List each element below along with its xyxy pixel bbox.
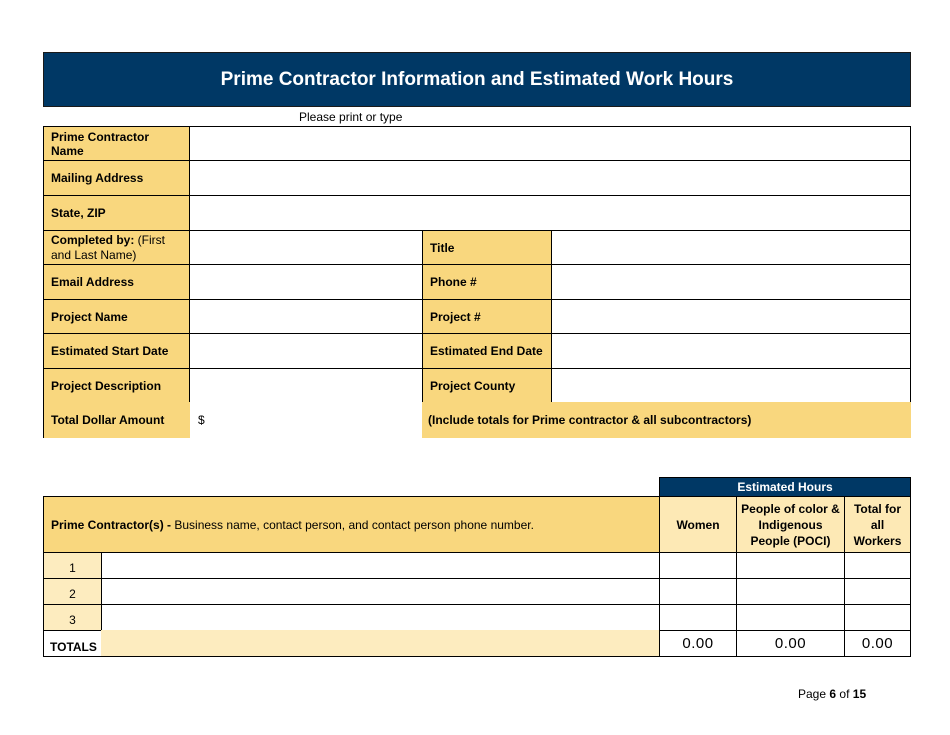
estimated-start-date-input[interactable] (198, 334, 414, 368)
column-women: Women (659, 496, 737, 553)
title-input[interactable] (560, 231, 902, 264)
label-project-name: Project Name (43, 299, 190, 334)
estimated-hours-header: Estimated Hours (659, 477, 911, 497)
mailing-address-input[interactable] (198, 161, 902, 195)
page-number (798, 687, 866, 701)
project-description-input[interactable] (198, 369, 414, 402)
women-hours-cell[interactable] (659, 578, 737, 605)
row-number: 1 (43, 552, 102, 579)
total-dollar-amount-field[interactable] (190, 402, 422, 438)
email-address-field[interactable] (189, 264, 423, 300)
dollar-sign: $ (198, 413, 205, 427)
mailing-address-field[interactable] (189, 160, 911, 196)
estimated-start-date-field[interactable] (189, 333, 423, 369)
label-phone: Phone # (422, 264, 552, 300)
label-estimated-start-date: Estimated Start Date (43, 333, 190, 369)
poci-hours-cell[interactable] (736, 604, 845, 631)
label-project-number: Project # (422, 299, 552, 334)
prime-contractors-header (43, 496, 660, 553)
row-number: 2 (43, 578, 102, 605)
prime-contractors-header-bold: Prime Contractor(s) - (51, 517, 172, 532)
completed-by-field[interactable] (189, 230, 423, 265)
project-name-field[interactable] (189, 299, 423, 334)
project-name-input[interactable] (198, 300, 414, 333)
label-mailing-address: Mailing Address (43, 160, 190, 196)
contractor-cell[interactable] (101, 552, 660, 579)
total-all-workers-hours: 0.00 (844, 630, 911, 657)
phone-field[interactable] (551, 264, 911, 300)
prime-contractors-header-desc: Business name, contact person, and contact person phone number. (171, 517, 534, 532)
poci-hours-cell[interactable] (736, 578, 845, 605)
label-total-dollar-amount: Total Dollar Amount (43, 402, 190, 438)
label-state-zip: State, ZIP (43, 195, 190, 231)
total-women-hours: 0.00 (659, 630, 737, 657)
totals-note: (Include totals for Prime contractor & all subcontractors) (422, 402, 911, 438)
email-address-input[interactable] (198, 265, 414, 299)
project-county-input[interactable] (560, 369, 902, 402)
title-field[interactable] (551, 230, 911, 265)
total-pages: 15 (852, 687, 867, 701)
completed-by-note: (First and Last Name) (51, 232, 165, 262)
total-hours-cell[interactable] (844, 552, 911, 579)
label-completed-by (43, 230, 190, 265)
current-page: 6 (829, 687, 837, 701)
total-poci-hours: 0.00 (736, 630, 845, 657)
page-of: of (839, 687, 850, 701)
page-prefix: Page (798, 687, 827, 701)
total-hours-cell[interactable] (844, 578, 911, 605)
project-county-field[interactable] (551, 368, 911, 403)
totals-label: TOTALS (43, 630, 102, 657)
women-hours-cell[interactable] (659, 604, 737, 631)
project-number-input[interactable] (560, 300, 902, 333)
poci-hours-cell[interactable] (736, 552, 845, 579)
total-hours-cell[interactable] (844, 604, 911, 631)
total-dollar-amount-input[interactable] (211, 402, 414, 438)
project-number-field[interactable] (551, 299, 911, 334)
column-poci: People of color & Indigenous People (POCI) (736, 496, 845, 553)
phone-input[interactable] (560, 265, 902, 299)
label-project-description: Project Description (43, 368, 190, 403)
print-note: Please print or type (299, 110, 403, 124)
completed-by-input[interactable] (198, 231, 414, 264)
estimated-end-date-input[interactable] (560, 334, 902, 368)
prime-contractor-name-field[interactable] (189, 126, 911, 161)
label-estimated-end-date: Estimated End Date (422, 333, 552, 369)
completed-by-bold: Completed by: (51, 232, 135, 247)
women-hours-cell[interactable] (659, 552, 737, 579)
totals-spacer (101, 630, 660, 657)
page-title: Prime Contractor Information and Estimated Work Hours (43, 52, 911, 107)
prime-contractor-name-input[interactable] (198, 127, 902, 160)
state-zip-field[interactable] (189, 195, 911, 231)
project-description-field[interactable] (189, 368, 423, 403)
row-number: 3 (43, 604, 102, 631)
label-prime-contractor-name: Prime Contractor Name (43, 126, 190, 161)
column-total-all-workers: Total for all Workers (844, 496, 911, 553)
state-zip-input[interactable] (198, 196, 902, 230)
contractor-cell[interactable] (101, 578, 660, 605)
label-project-county: Project County (422, 368, 552, 403)
label-email-address: Email Address (43, 264, 190, 300)
label-title: Title (422, 230, 552, 265)
estimated-end-date-field[interactable] (551, 333, 911, 369)
contractor-cell[interactable] (101, 604, 660, 631)
